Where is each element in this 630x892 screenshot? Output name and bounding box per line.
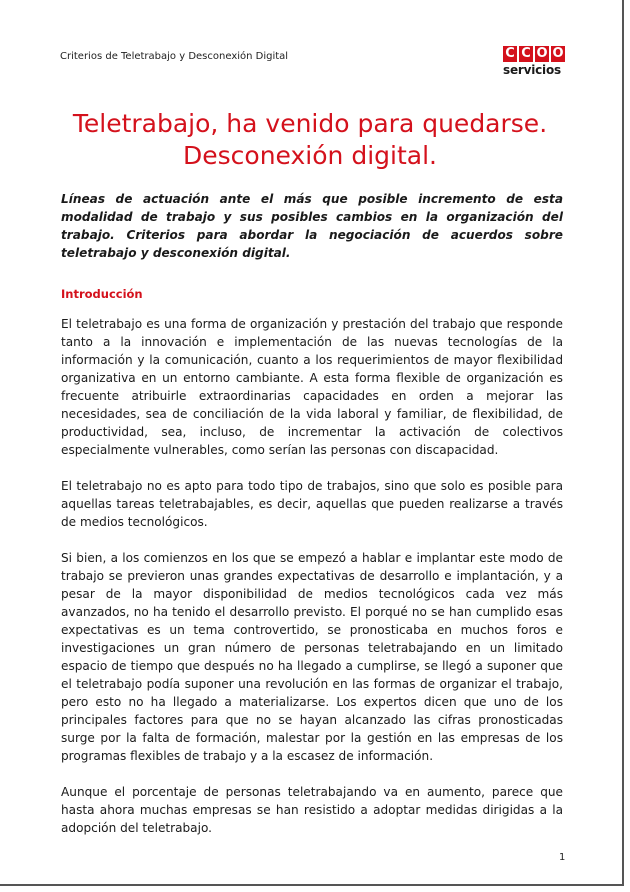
paragraph: El teletrabajo es una forma de organización y prestación del trabajo que responde tanto a la innovación e implementación de las nuevas tecnologías de la información y la comunicación, cuanto a los requerimientos de mayor flexibilidad organizativa en un entorno cambiante. A esta forma flexible de organización es frecuente atribuirle extraordinarias capacidades en orden a mejorar las necesidades, sea de conciliación de la vida laboral y familiar, de flexibilidad, de productividad, sea, incluso, de incrementar la activación de colectivos especialmente vulnerables, como serían las personas con discapacidad. xyxy=(61,317,563,457)
running-header: Criterios de Teletrabajo y Desconexión Digital xyxy=(60,51,289,62)
document-title xyxy=(40,108,580,172)
ccoo-servicios-logo xyxy=(503,46,565,77)
section-heading: Introducción xyxy=(61,287,143,301)
paragraph: Si bien, a los comienzos en los que se empezó a hablar e implantar este modo de trabajo se previeron unas grandes expectativas de desarrollo e implantación, y a pesar de la mayor disponibilidad de medios tecnológicos cada vez más avanzados, no ha tenido el desarrollo previsto. El porqué no se han cumplido esas expectativas es un tema controvertido, se pronosticaba en muchos foros e investigaciones un gran número de personas teletrabajando en un limitado espacio de tiempo que después no ha llegado a cumplirse, se llegó a suponer que el teletrabajo podía suponer una revolución en las formas de organizar el trabajo, pero esto no ha llegado a materializarse. Los expertos dicen que uno de los principales factores para que no se hayan alcanzado las cifras pronosticadas surge por la falta de formación, malestar por la gestión en las empresas de los programas flexibles de trabajo y a la escasez de información. xyxy=(61,551,563,763)
page-number: 1 xyxy=(559,852,566,863)
title-line-1: Teletrabajo, ha venido para quedarse. xyxy=(72,109,548,138)
paragraph: Aunque el porcentaje de personas teletrabajando va en aumento, parece que hasta ahora muchas empresas se han resistido a adoptar medidas dirigidas a la adopción del teletrabajo. xyxy=(61,785,563,835)
paragraph: El teletrabajo no es apto para todo tipo de trabajos, sino que solo es posible para aquellas tareas teletrabajables, es decir, aquellas que pueden realizarse a través de medios tecnológicos. xyxy=(61,479,563,529)
logo-subtitle: servicios xyxy=(503,63,561,77)
document-body xyxy=(61,190,563,855)
title-line-2: Desconexión digital. xyxy=(183,141,437,170)
logo-letter: O xyxy=(552,46,564,61)
logo-letter: O xyxy=(536,46,548,61)
document-subtitle: Líneas de actuación ante el más que posible incremento de esta modalidad de trabajo y sus posibles cambios en la organización del trabajo. Criterios para abordar la negociación de acuerdos sobre teletrabajo y desconexión digital. xyxy=(61,192,563,260)
logo-letter: C xyxy=(519,46,533,62)
logo-letter: C xyxy=(503,46,517,62)
logo-mark xyxy=(503,46,565,62)
